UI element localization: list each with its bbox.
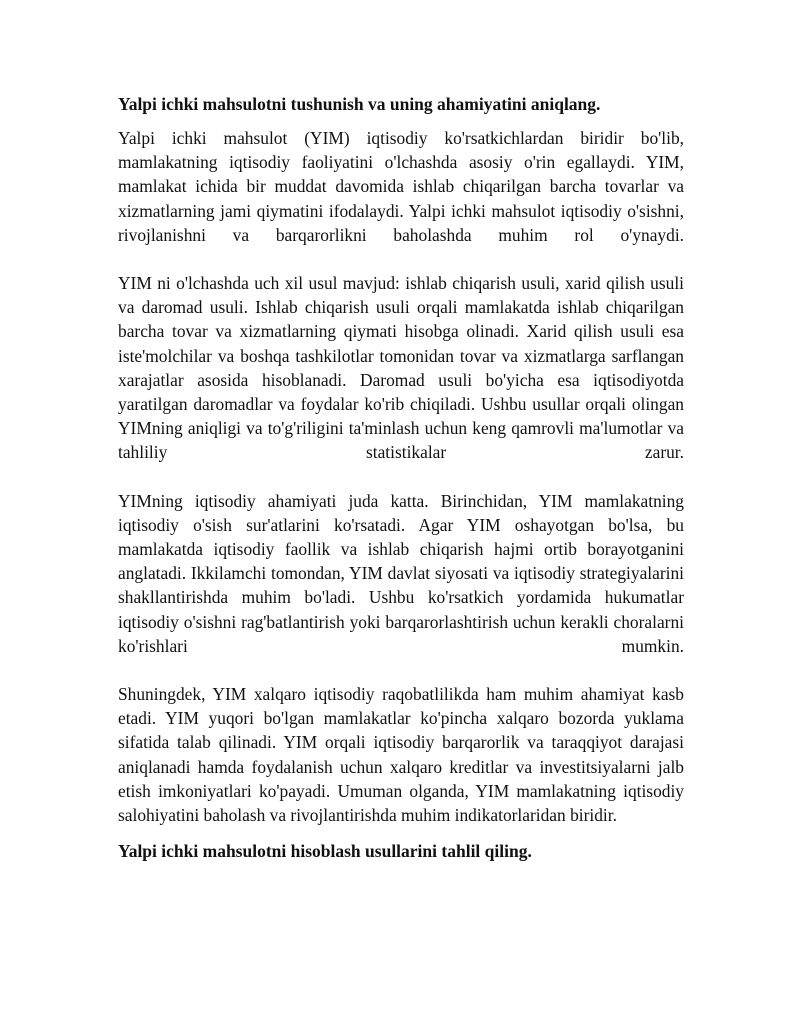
section-heading-1: Yalpi ichki mahsulotni tushunish va uning ahamiyatini aniqlang. bbox=[118, 94, 601, 114]
paragraph-spacer bbox=[118, 658, 684, 682]
paragraph-spacer bbox=[118, 247, 684, 271]
paragraph-2: YIM ni o'lchashda uch xil usul mavjud: ishlab chiqarish usuli, xarid qilish usuli va daromad usuli. Ishlab chiqarish usuli orqali mamlakatda ishlab chiqarilgan barcha tovar va xizmatlarning qiymati hisobga olinadi. Xarid qilish usuli esa iste'molchilar va boshqa tashkilotlar tomonidan tovar va xizmatlarga sarflangan xarajatlar asosida hisoblanadi. Daromad usuli bo'yicha esa iqtisodiyotda yaratilgan daromadlar va foydalar ko'rib chiqiladi. Ushbu usullar orqali olingan YIMning aniqligi va to'g'riligini ta'minlash uchun keng qamrovli ma'lumotlar va tahliliy statistikalar zarur. bbox=[118, 273, 684, 463]
paragraph-3: YIMning iqtisodiy ahamiyati juda katta. Birinchidan, YIM mamlakatning iqtisodiy o'sish sur'atlarini ko'rsatadi. Agar YIM oshayotgan bo'lsa, bu mamlakatda iqtisodiy faollik va ishlab chiqarish hajmi ortib borayotganini anglatadi. Ikkilamchi tomondan, YIM davlat siyosati va iqtisodiy strategiyalarini shakllantirishda muhim bo'ladi. Ushbu ko'rsatkich yordamida hukumatlar iqtisodiy o'sishni rag'batlantirish yoki barqarorlashtirish uchun kerakli choralarni ko'rishlari mumkin. bbox=[118, 490, 684, 656]
document-page bbox=[118, 92, 684, 863]
paragraph-1: Yalpi ichki mahsulot (YIM) iqtisodiy ko'rsatkichlardan biridir bo'lib, mamlakatning iqtisodiy faoliyatini o'lchashda asosiy o'rin egallaydi. YIM, mamlakat ichida bir muddat davomida ishlab chiqarilgan barcha tovarlar va xizmatlarning jami qiymatini ifodalaydi. Yalpi ichki mahsulot iqtisodiy o'sishni, rivojlanishni va barqarorlikni baholashda muhim rol o'ynaydi. bbox=[118, 128, 684, 245]
paragraph-spacer bbox=[118, 465, 684, 489]
section-heading-2: Yalpi ichki mahsulotni hisoblash usullarini tahlil qiling. bbox=[118, 841, 532, 862]
paragraph-4: Shuningdek, YIM xalqaro iqtisodiy raqobatlilikda ham muhim ahamiyat kasb etadi. YIM yuqori bo'lgan mamlakatlar ko'pincha xalqaro bozorda yuklama sifatida talab qilinadi. YIM orqali iqtisodiy barqarorlik va taraqqiyot darajasi aniqlanadi hamda foydalanish uchun xalqaro kreditlar va investitsiyalarni jalb etish imkoniyatlari ko'payadi. Umuman olganda, YIM mamlakatning iqtisodiy salohiyatini baholash va rivojlantirishda muhim indikatorlaridan biridir. bbox=[118, 684, 684, 826]
